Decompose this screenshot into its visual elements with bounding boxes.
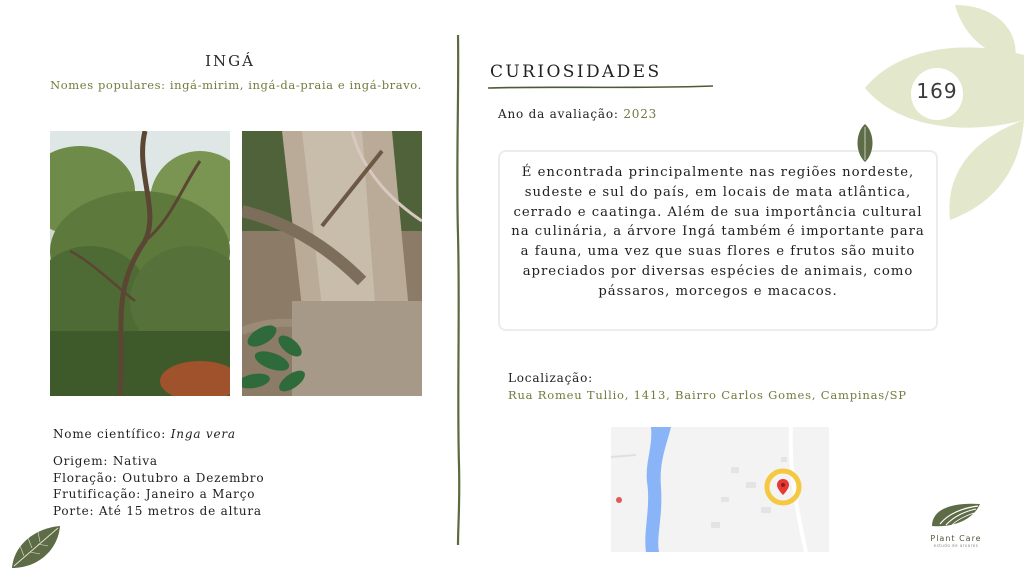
location-address: Rua Romeu Tullio, 1413, Bairro Carlos Gomes, Campinas/SP [508, 388, 907, 402]
page-number: 169 [911, 68, 963, 120]
evaluation-year-row [498, 107, 657, 121]
trunk-photo [242, 131, 422, 396]
evaluation-year-label: Ano da avaliação: [498, 107, 624, 121]
plant-care-leaf-icon [926, 500, 986, 530]
location-label: Localização: [508, 371, 593, 385]
scientific-name: Inga vera [170, 427, 236, 441]
plant-care-logo [920, 500, 992, 552]
scientific-name-label: Nome científico: [53, 427, 171, 441]
origin: Origem: Nativa [53, 454, 158, 468]
plant-common-name: INGÁ [205, 52, 255, 70]
small-leaf-icon [853, 123, 877, 163]
corner-leaf-icon [8, 522, 64, 572]
scientific-name-row [53, 426, 236, 443]
plant-facts [53, 453, 264, 519]
logo-name: Plant Care [930, 534, 982, 543]
tree-photo [50, 131, 230, 396]
title-underline [488, 83, 713, 91]
size: Porte: Até 15 metros de altura [53, 503, 262, 518]
curiosities-text: É encontrada principalmente nas regiões nordeste, sudeste e sul do país, em locais de mata atlântica, cerrado e caatinga. Além de sua importância cultural na culinária, a árvore Ingá também é importante para a fauna, uma vez que suas flores e frutos são muito apreciados por diversas espécies de animais, como pássaros, morcegos e macacos. [511, 165, 925, 299]
curiosities-title: CURIOSIDADES [490, 62, 662, 82]
fruiting: Frutificação: Janeiro a Março [53, 487, 256, 501]
flowering: Floração: Outubro a Dezembro [53, 470, 265, 485]
logo-tagline: estudo de arvores [933, 543, 979, 548]
evaluation-year: 2023 [623, 107, 658, 121]
location-map[interactable] [611, 427, 829, 552]
popular-names: Nomes populares: ingá-mirim, ingá-da-praia e ingá-bravo. [50, 78, 422, 92]
column-divider [453, 35, 463, 545]
